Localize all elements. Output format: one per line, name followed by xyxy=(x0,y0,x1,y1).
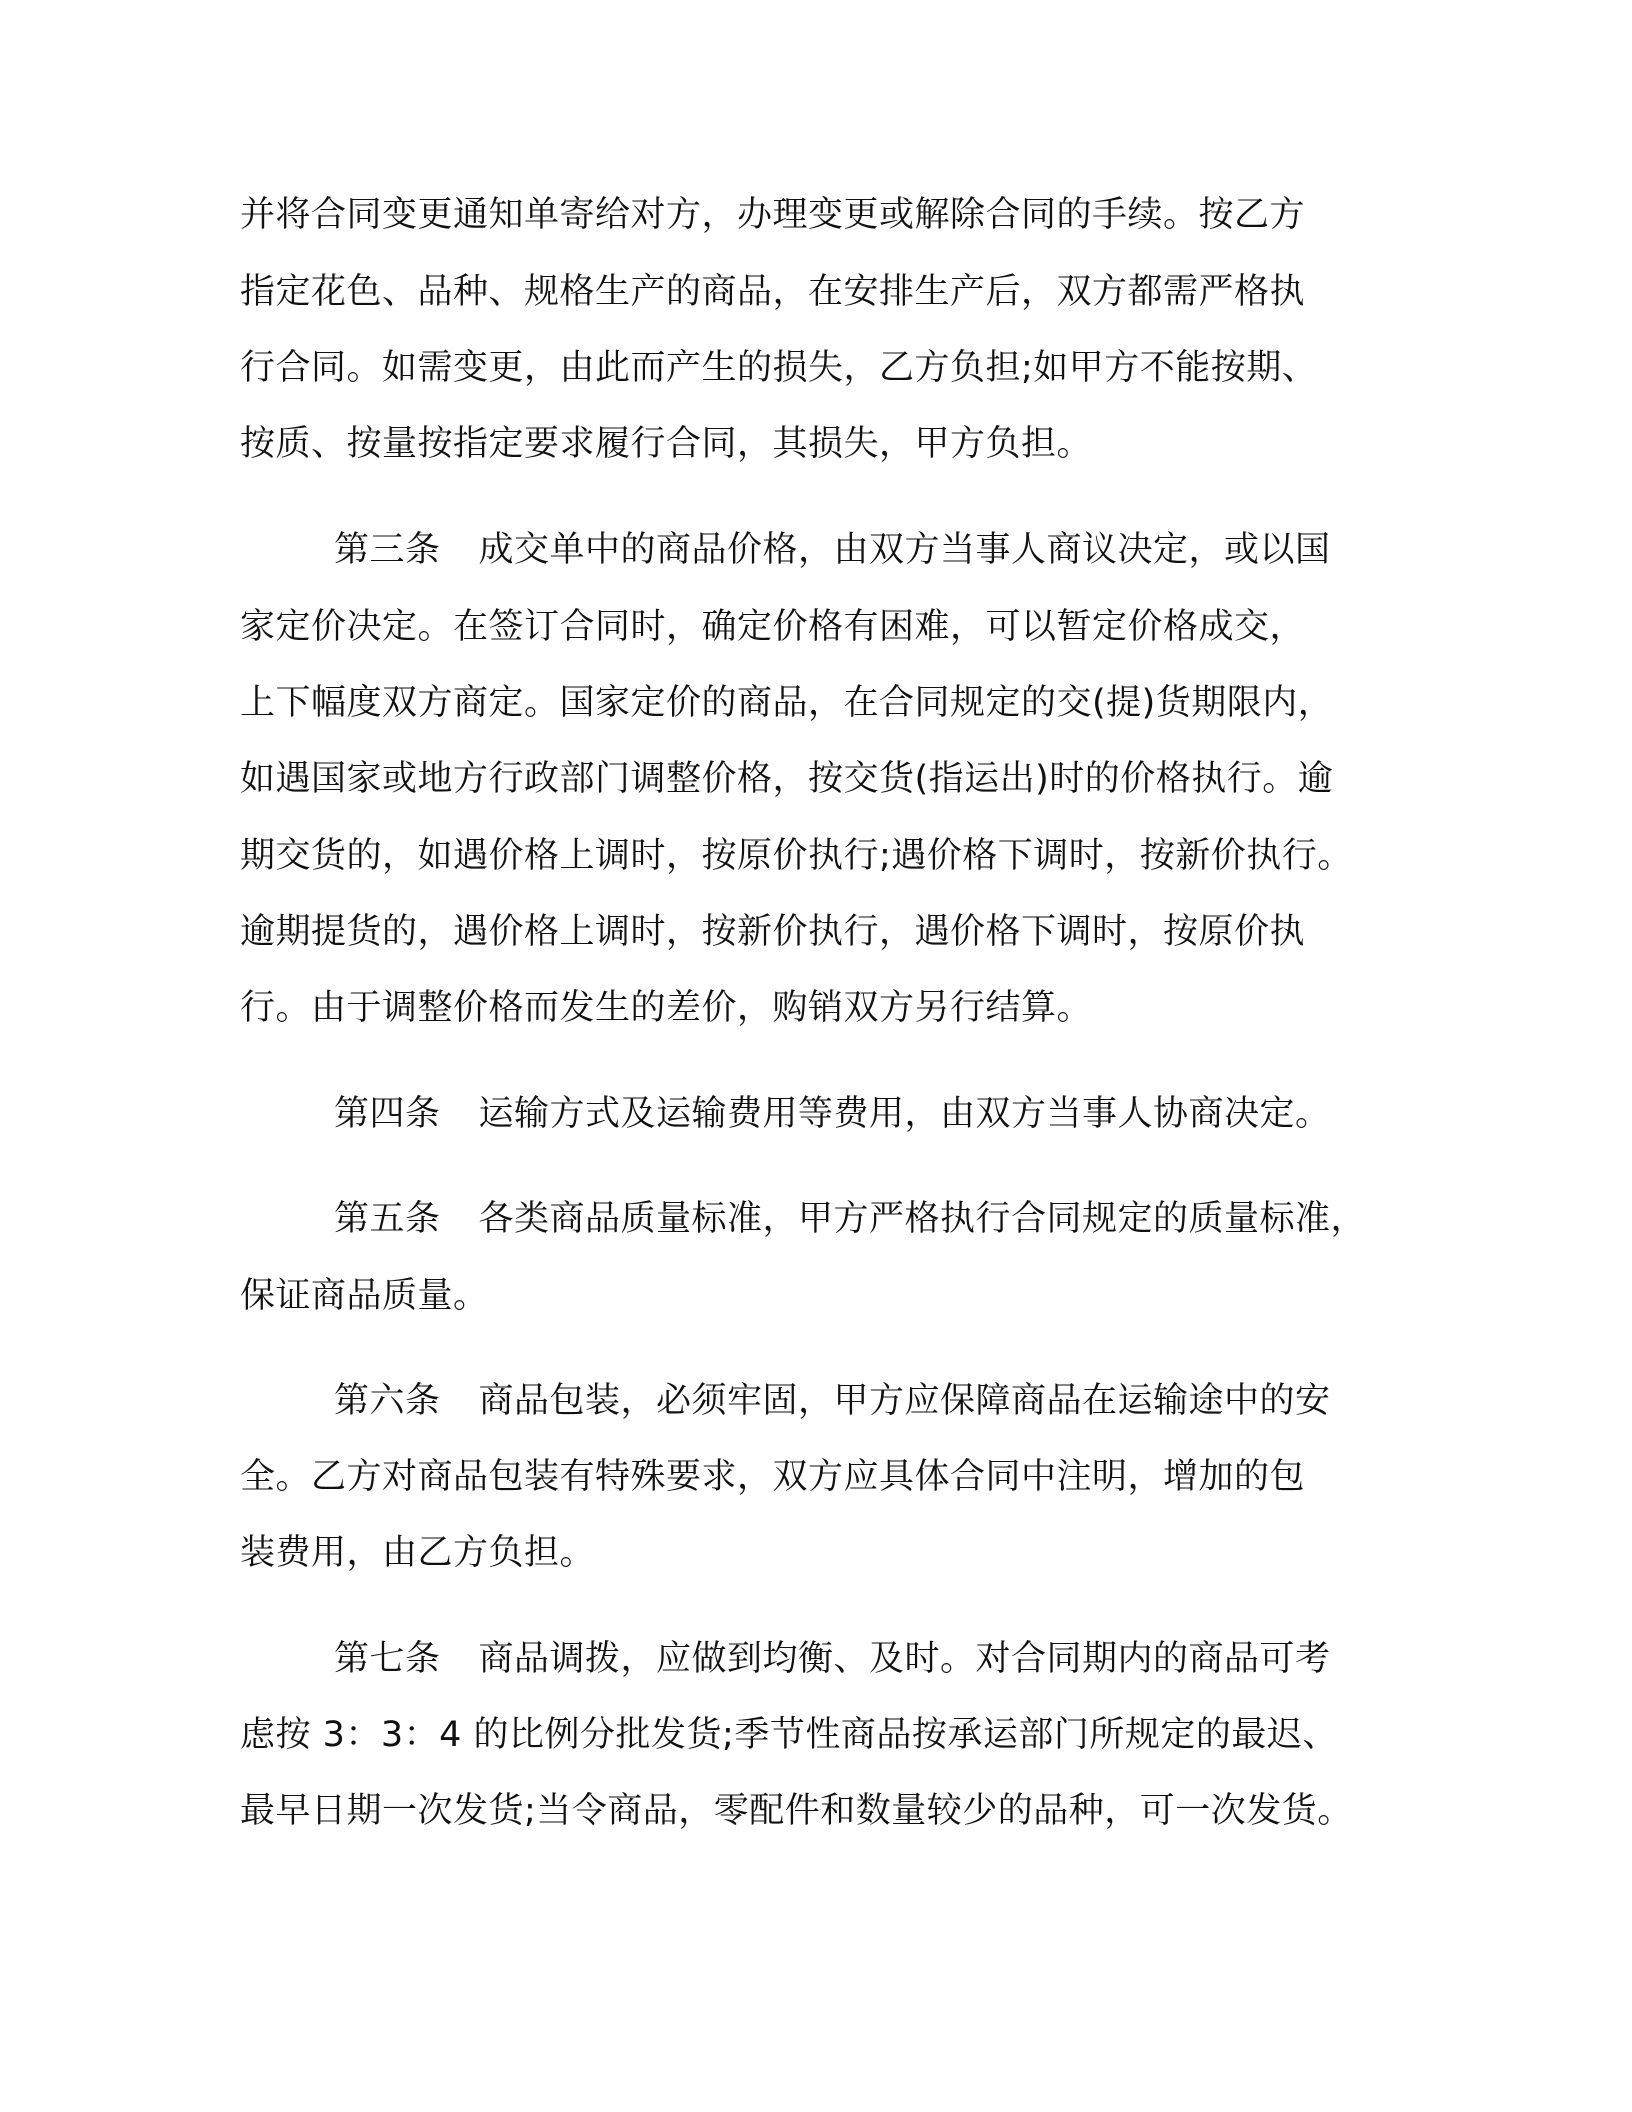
text-line: 如遇国家或地方行政部门调整价格，按交货(指运出)时的价格执行。逾 xyxy=(240,759,1334,799)
text-line: 保证商品质量。 xyxy=(240,1276,489,1316)
article-3-first-line: 成交单中的商品价格，由双方当事人商议决定，或以国 xyxy=(478,530,1331,570)
text-line: 期交货的，如遇价格上调时，按原价执行;遇价格下调时，按新价执行。 xyxy=(240,836,1353,876)
article-6-heading-line xyxy=(334,1371,1331,1431)
text-line: 家定价决定。在签订合同时，确定价格有困难，可以暂定价格成交， xyxy=(240,607,1306,647)
article-3-number: 第三条 xyxy=(334,530,441,570)
article-5-heading-line xyxy=(334,1189,1366,1249)
article-4-number: 第四条 xyxy=(334,1094,441,1134)
text-line: 上下幅度双方商定。国家定价的商品，在合同规定的交(提)货期限内， xyxy=(240,683,1334,723)
article-6-number: 第六条 xyxy=(334,1381,441,1421)
article-7-first-line: 商品调拨，应做到均衡、及时。对合同期内的商品可考 xyxy=(478,1639,1331,1679)
article-6-first-line: 商品包装，必须牢固，甲方应保障商品在运输途中的安 xyxy=(478,1381,1331,1421)
article-4-heading-line xyxy=(334,1084,1331,1144)
text-line: 行。由于调整价格而发生的差价，购销双方另行结算。 xyxy=(240,988,1093,1028)
article-7-heading-line xyxy=(334,1629,1331,1689)
text-line: 按质、按量按指定要求履行合同，其损失，甲方负担。 xyxy=(240,424,1093,464)
article-3-heading-line xyxy=(334,520,1331,580)
text-line: 行合同。如需变更，由此而产生的损失，乙方负担;如甲方不能按期、 xyxy=(240,348,1318,388)
text-line: 全。乙方对商品包装有特殊要求，双方应具体合同中注明，增加的包 xyxy=(240,1457,1306,1497)
text-line: 指定花色、品种、规格生产的商品，在安排生产后，双方都需严格执 xyxy=(240,272,1306,312)
article-4-first-line: 运输方式及运输费用等费用，由双方当事人协商决定。 xyxy=(478,1094,1331,1134)
text-line: 逾期提货的，遇价格上调时，按新价执行，遇价格下调时，按原价执 xyxy=(240,912,1306,952)
article-5-first-line: 各类商品质量标准，甲方严格执行合同规定的质量标准， xyxy=(478,1199,1367,1239)
article-5-number: 第五条 xyxy=(334,1199,441,1239)
text-line: 虑按 3：3：4 的比例分批发货;季节性商品按承运部门所规定的最迟、 xyxy=(240,1715,1338,1755)
article-7-number: 第七条 xyxy=(334,1639,441,1679)
text-line: 最早日期一次发货;当令商品，零配件和数量较少的品种，可一次发货。 xyxy=(240,1791,1353,1831)
text-line: 并将合同变更通知单寄给对方，办理变更或解除合同的手续。按乙方 xyxy=(240,195,1306,235)
text-line: 装费用，由乙方负担。 xyxy=(240,1533,596,1573)
